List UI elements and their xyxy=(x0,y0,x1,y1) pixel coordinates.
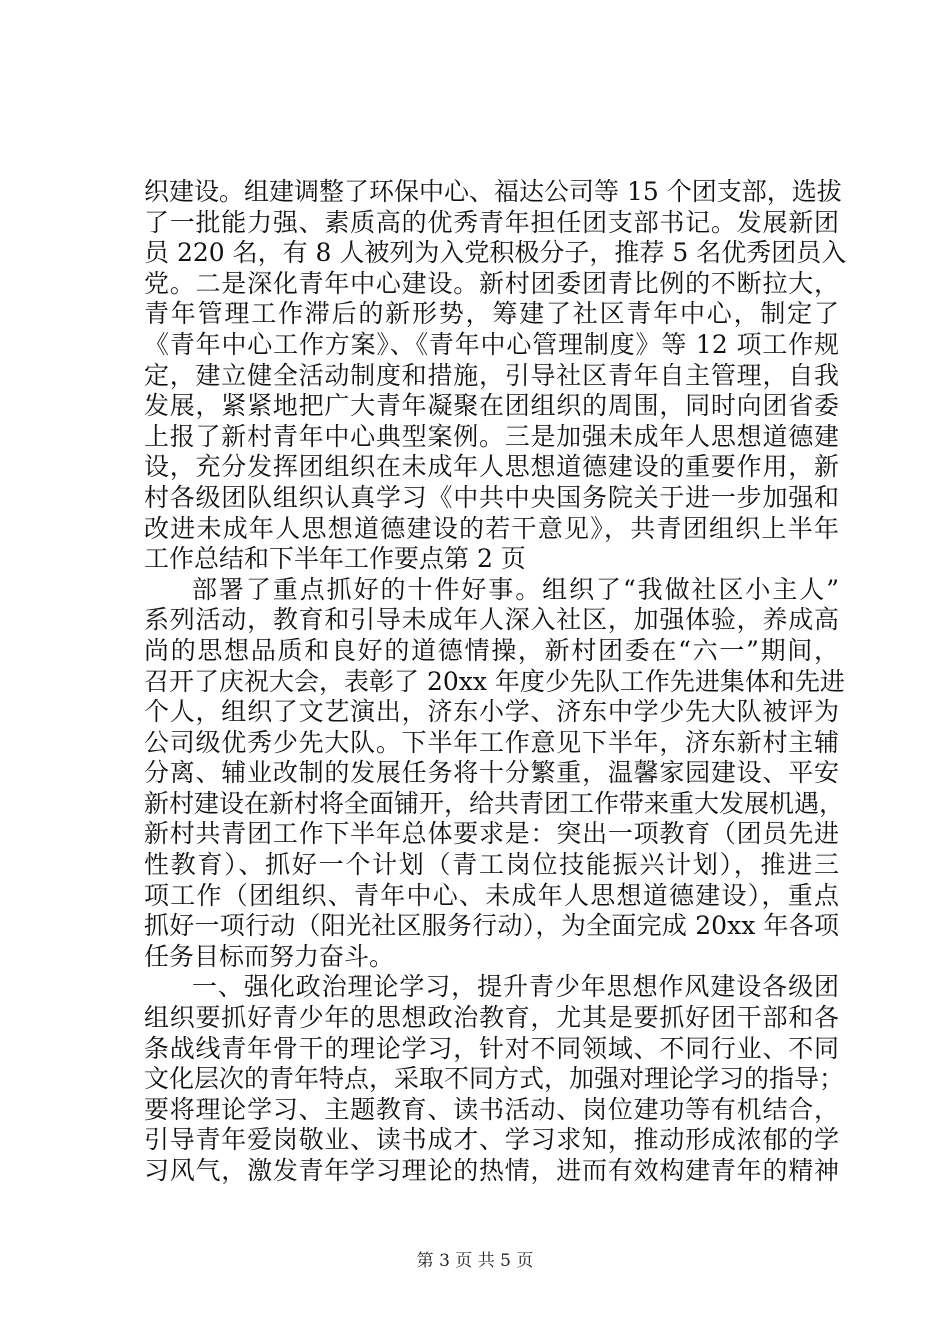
text-line: 定，建立健全活动制度和措施，引导社区青年自主管理，自我 xyxy=(144,360,839,390)
text-line: 改进未成年人思想道德建设的若干意见》，共青团组织上半年 xyxy=(144,513,839,543)
text-line: 要将理论学习、主题教育、读书活动、岗位建功等有机结合， xyxy=(144,1094,839,1124)
text-line: 发展，紧紧地把广大青年凝聚在团组织的周围，同时向团省委 xyxy=(144,391,839,421)
text-line: 党。二是深化青年中心建设。新村团委团青比例的不断拉大， xyxy=(144,268,839,298)
text-line: 召开了庆祝大会，表彰了 20xx 年度少先队工作先进集体和先进 xyxy=(144,666,845,696)
text-line: 青年管理工作滞后的新形势，筹建了社区青年中心，制定了 xyxy=(144,299,839,329)
text-line: 上报了新村青年中心典型案例。三是加强未成年人思想道德建 xyxy=(144,421,839,451)
text-line: 文化层次的青年特点，采取不同方式，加强对理论学习的指导； xyxy=(144,1064,845,1094)
text-line: 项工作（团组织、青年中心、未成年人思想道德建设），重点 xyxy=(144,880,839,910)
text-line: 抓好一项行动（阳光社区服务行动），为全面完成 20xx 年各项 xyxy=(144,911,839,941)
text-line: 村各级团队组织认真学习《中共中央国务院关于进一步加强和 xyxy=(144,482,839,512)
text-line: 习风气，激发青年学习理论的热情，进而有效构建青年的精神 xyxy=(144,1156,839,1185)
text-line: 一、强化政治理论学习，提升青少年思想作风建设各级团 xyxy=(192,972,839,1002)
text-line: 部署了重点抓好的十件好事。组织了“我做社区小主人” xyxy=(192,574,839,604)
text-line: 公司级优秀少先大队。下半年工作意见下半年，济东新村主辅 xyxy=(144,727,839,757)
page-number-footer: 第 3 页 共 5 页 xyxy=(416,1251,534,1271)
text-line: 工作总结和下半年工作要点第 2 页 xyxy=(144,544,526,574)
text-line: 织建设。组建调整了环保中心、福达公司等 15 个团支部，选拔 xyxy=(144,177,842,206)
text-line: 了一批能力强、素质高的优秀青年担任团支部书记。发展新团 xyxy=(144,207,839,237)
body-text xyxy=(144,177,847,1187)
text-line: 引导青年爱岗敬业、读书成才、学习求知，推动形成浓郁的学 xyxy=(144,1125,839,1155)
text-line: 尚的思想品质和良好的道德情操，新村团委在“六一”期间， xyxy=(144,635,839,665)
text-line: 系列活动，教育和引导未成年人深入社区，加强体验，养成高 xyxy=(144,605,839,635)
text-line: 新村建设在新村将全面铺开，给共青团工作带来重大发展机遇， xyxy=(144,788,845,818)
text-line: 分离、辅业改制的发展任务将十分繁重，温馨家园建设、平安 xyxy=(144,758,839,788)
text-line: 《青年中心工作方案》、《青年中心管理制度》等 12 项工作规 xyxy=(144,329,839,359)
text-line: 新村共青团工作下半年总体要求是：突出一项教育（团员先进 xyxy=(144,819,839,849)
text-line: 员 220 名，有 8 人被列为入党积极分子，推荐 5 名优秀团员入 xyxy=(144,238,847,268)
text-line: 设，充分发挥团组织在未成年人思想道德建设的重要作用，新 xyxy=(144,452,839,482)
text-line: 条战线青年骨干的理论学习，针对不同领域、不同行业、不同 xyxy=(144,1033,839,1063)
text-line: 任务目标而努力奋斗。 xyxy=(144,941,395,971)
text-line: 性教育）、抓好一个计划（青工岗位技能振兴计划），推进三 xyxy=(144,850,839,880)
text-line: 组织要抓好青少年的思想政治教育，尤其是要抓好团干部和各 xyxy=(144,1003,839,1033)
text-line: 个人，组织了文艺演出，济东小学、济东中学少先大队被评为 xyxy=(144,697,839,727)
